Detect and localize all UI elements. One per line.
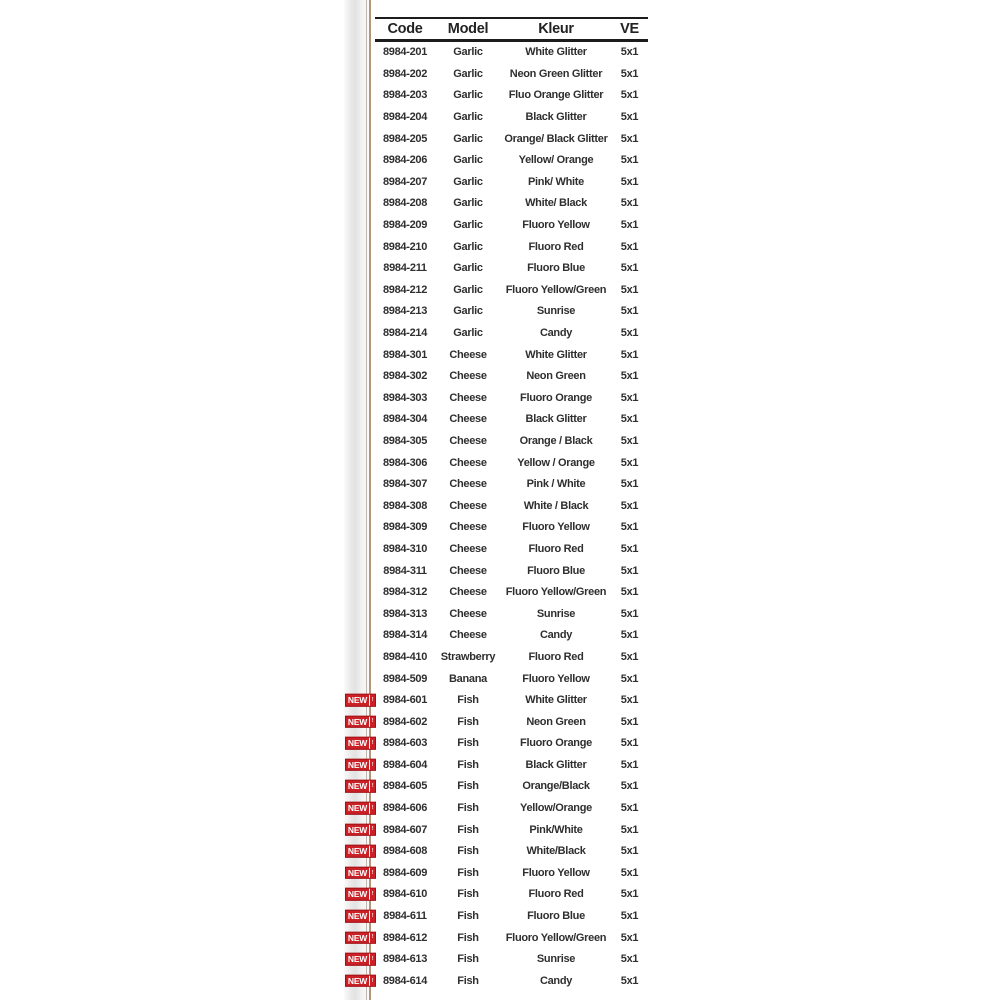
code-cell: 8984-307 (382, 478, 428, 491)
table-row (375, 517, 648, 539)
new-badge (345, 953, 376, 966)
ve-cell: 5x1 (620, 219, 639, 232)
new-badge-label: NEW (347, 802, 368, 813)
code-cell: 8984-410 (382, 650, 428, 663)
ve-cell: 5x1 (620, 67, 639, 80)
ve-cell: 5x1 (620, 672, 639, 685)
new-badge-mark: ! (369, 889, 375, 900)
table-row (375, 63, 648, 85)
ve-cell: 5x1 (620, 586, 639, 599)
model-cell: Garlic (453, 46, 483, 59)
model-cell: Cheese (449, 413, 487, 426)
header-code: Code (387, 21, 423, 37)
code-cell: 8984-208 (382, 197, 428, 210)
ve-cell: 5x1 (620, 434, 639, 447)
kleur-cell: Fluoro Yellow (522, 672, 590, 685)
code-cell: 8984-614 (382, 974, 428, 987)
table-row (347, 797, 648, 819)
model-cell: Fish (457, 737, 479, 750)
model-cell: Cheese (449, 607, 487, 620)
ve-cell: 5x1 (620, 629, 639, 642)
new-badge (345, 888, 376, 901)
model-cell: Cheese (449, 478, 487, 491)
model-cell: Cheese (449, 499, 487, 512)
kleur-cell: White/ Black (525, 197, 587, 210)
model-cell: Fish (457, 953, 479, 966)
new-badge (345, 845, 376, 858)
table-row (375, 193, 648, 215)
model-cell: Garlic (453, 240, 483, 253)
table-row (375, 344, 648, 366)
model-cell: Garlic (453, 111, 483, 124)
model-cell: Garlic (453, 305, 483, 318)
code-cell: 8984-311 (383, 564, 427, 577)
ve-cell: 5x1 (620, 89, 639, 102)
model-cell: Cheese (449, 586, 487, 599)
ve-cell: 5x1 (620, 823, 639, 836)
kleur-cell: White Glitter (525, 348, 587, 361)
ve-cell: 5x1 (620, 154, 639, 167)
table-row (347, 948, 648, 970)
new-badge-label: NEW (347, 953, 368, 964)
code-cell: 8984-204 (382, 111, 428, 124)
ve-cell: 5x1 (620, 391, 639, 404)
new-badge-label: NEW (347, 781, 368, 792)
code-cell: 8984-304 (382, 413, 428, 426)
model-cell: Cheese (449, 370, 487, 383)
model-cell: Fish (457, 845, 479, 858)
header-ve: VE (620, 21, 639, 37)
table-row (375, 128, 648, 150)
code-cell: 8984-602 (382, 715, 428, 728)
model-cell: Garlic (453, 283, 483, 296)
kleur-cell: Candy (539, 327, 573, 340)
table-row (375, 603, 648, 625)
header-model: Model (447, 21, 489, 37)
table-row (375, 279, 648, 301)
model-cell: Cheese (449, 521, 487, 534)
kleur-cell: Pink / White (526, 478, 586, 491)
model-cell: Garlic (453, 219, 483, 232)
ve-cell: 5x1 (620, 715, 639, 728)
new-badge-label: NEW (347, 824, 368, 835)
table-row (347, 754, 648, 776)
table-row (347, 970, 648, 992)
code-cell: 8984-210 (382, 240, 428, 253)
model-cell: Cheese (449, 391, 487, 404)
ve-cell: 5x1 (620, 327, 639, 340)
new-badge-mark: ! (369, 803, 375, 814)
kleur-cell: Yellow / Orange (517, 456, 595, 469)
ve-cell: 5x1 (620, 348, 639, 361)
new-badge-label: NEW (347, 889, 368, 900)
ve-cell: 5x1 (620, 197, 639, 210)
table-row (347, 819, 648, 841)
ve-cell: 5x1 (620, 607, 639, 620)
code-cell: 8984-608 (382, 845, 428, 858)
model-cell: Fish (457, 931, 479, 944)
ve-cell: 5x1 (620, 456, 639, 469)
kleur-cell: Fluoro Red (528, 542, 584, 555)
table-row (375, 42, 648, 64)
code-cell: 8984-613 (382, 953, 428, 966)
new-badge-mark: ! (369, 716, 375, 727)
model-cell: Cheese (449, 456, 487, 469)
new-badge (345, 823, 376, 836)
table-row (375, 560, 648, 582)
table-row (375, 646, 648, 668)
new-badge-mark: ! (369, 932, 375, 943)
ve-cell: 5x1 (620, 521, 639, 534)
code-cell: 8984-306 (382, 456, 428, 469)
table-rows (347, 42, 648, 992)
code-cell: 8984-610 (382, 888, 428, 901)
model-cell: Fish (457, 974, 479, 987)
table-row (347, 711, 648, 733)
kleur-cell: White/Black (526, 845, 586, 858)
ve-cell: 5x1 (620, 758, 639, 771)
code-cell: 8984-203 (382, 89, 428, 102)
kleur-cell: Black Glitter (525, 111, 587, 124)
new-badge-mark: ! (369, 738, 375, 749)
ve-cell: 5x1 (620, 802, 639, 815)
new-badge (345, 780, 376, 793)
table-header-row (375, 19, 648, 39)
table-row (347, 862, 648, 884)
model-cell: Cheese (449, 629, 487, 642)
code-cell: 8984-312 (382, 586, 428, 599)
code-cell: 8984-303 (382, 391, 428, 404)
model-cell: Cheese (449, 564, 487, 577)
new-badge-label: NEW (347, 846, 368, 857)
code-cell: 8984-205 (382, 132, 428, 145)
model-cell: Garlic (453, 67, 483, 80)
code-cell: 8984-301 (382, 348, 428, 361)
table-row (375, 387, 648, 409)
table-row (347, 840, 648, 862)
table-row (347, 776, 648, 798)
new-badge-mark: ! (369, 911, 375, 922)
new-badge-label: NEW (347, 867, 368, 878)
kleur-cell: White Glitter (525, 694, 587, 707)
table-row (375, 106, 648, 128)
new-badge (345, 975, 376, 988)
code-cell: 8984-607 (382, 823, 428, 836)
kleur-cell: Orange / Black (519, 434, 593, 447)
code-cell: 8984-612 (382, 931, 428, 944)
code-cell: 8984-601 (382, 694, 428, 707)
table-row (375, 625, 648, 647)
table-row (375, 257, 648, 279)
table-row (347, 733, 648, 755)
ve-cell: 5x1 (620, 175, 639, 188)
kleur-cell: Pink/ White (528, 175, 584, 188)
ve-cell: 5x1 (620, 974, 639, 987)
model-cell: Fish (457, 823, 479, 836)
model-cell: Garlic (453, 197, 483, 210)
table-row (375, 495, 648, 517)
new-badge-label: NEW (347, 975, 368, 986)
table-row (347, 927, 648, 949)
kleur-cell: Candy (539, 974, 573, 987)
kleur-cell: Fluoro Blue (527, 262, 585, 275)
code-cell: 8984-302 (382, 370, 428, 383)
new-badge (345, 694, 376, 707)
table-row (375, 171, 648, 193)
kleur-cell: Fluoro Orange (520, 737, 592, 750)
model-cell: Fish (457, 866, 479, 879)
kleur-cell: Black Glitter (525, 413, 587, 426)
table-row (375, 149, 648, 171)
new-badge (345, 910, 376, 923)
model-cell: Garlic (453, 154, 483, 167)
ve-cell: 5x1 (620, 305, 639, 318)
table-row (375, 452, 648, 474)
ve-cell: 5x1 (620, 780, 639, 793)
new-badge-label: NEW (347, 759, 368, 770)
code-cell: 8984-313 (382, 607, 428, 620)
new-badge (345, 931, 376, 944)
kleur-cell: Fluoro Blue (527, 564, 585, 577)
ve-cell: 5x1 (620, 564, 639, 577)
model-cell: Garlic (453, 262, 483, 275)
new-badge (345, 737, 376, 750)
table-row (375, 322, 648, 344)
ve-cell: 5x1 (620, 542, 639, 555)
kleur-cell: Fluoro Blue (527, 910, 585, 923)
new-badge-label: NEW (347, 716, 368, 727)
new-badge-label: NEW (347, 932, 368, 943)
ve-cell: 5x1 (620, 262, 639, 275)
new-badge (345, 715, 376, 728)
model-cell: Fish (457, 715, 479, 728)
new-badge (345, 759, 376, 772)
new-badge-mark: ! (369, 976, 375, 987)
model-cell: Garlic (453, 175, 483, 188)
model-cell: Strawberry (440, 650, 496, 663)
ve-cell: 5x1 (620, 931, 639, 944)
ve-cell: 5x1 (620, 132, 639, 145)
ve-cell: 5x1 (620, 888, 639, 901)
ve-cell: 5x1 (620, 953, 639, 966)
kleur-cell: White Glitter (525, 46, 587, 59)
code-cell: 8984-605 (382, 780, 428, 793)
table-row (375, 473, 648, 495)
model-cell: Fish (457, 910, 479, 923)
model-cell: Cheese (449, 542, 487, 555)
kleur-cell: Neon Green Glitter (509, 67, 603, 80)
code-cell: 8984-314 (382, 629, 428, 642)
model-cell: Fish (457, 888, 479, 901)
table-row (375, 430, 648, 452)
table-row (347, 689, 648, 711)
code-cell: 8984-305 (382, 434, 428, 447)
table-row (375, 236, 648, 258)
new-badge-mark: ! (369, 760, 375, 771)
ve-cell: 5x1 (620, 910, 639, 923)
model-cell: Fish (457, 694, 479, 707)
new-badge-label: NEW (347, 910, 368, 921)
table-row (347, 905, 648, 927)
ve-cell: 5x1 (620, 413, 639, 426)
kleur-cell: Fluoro Red (528, 650, 584, 663)
kleur-cell: White / Black (523, 499, 589, 512)
model-cell: Garlic (453, 132, 483, 145)
model-cell: Fish (457, 758, 479, 771)
kleur-cell: Neon Green (526, 370, 586, 383)
kleur-cell: Sunrise (536, 305, 576, 318)
new-badge-label: NEW (347, 694, 368, 705)
new-badge-mark: ! (369, 868, 375, 879)
code-cell: 8984-207 (382, 175, 428, 188)
code-cell: 8984-609 (382, 866, 428, 879)
kleur-cell: Pink/White (529, 823, 583, 836)
model-cell: Garlic (453, 327, 483, 340)
new-badge-label: NEW (347, 738, 368, 749)
kleur-cell: Orange/Black (522, 780, 590, 793)
kleur-cell: Fluo Orange Glitter (508, 89, 604, 102)
model-cell: Fish (457, 802, 479, 815)
code-cell: 8984-606 (382, 802, 428, 815)
product-table (347, 17, 648, 992)
new-badge-mark: ! (369, 846, 375, 857)
code-cell: 8984-212 (382, 283, 428, 296)
ve-cell: 5x1 (620, 650, 639, 663)
new-badge (345, 867, 376, 880)
new-badge-mark: ! (369, 824, 375, 835)
model-cell: Banana (449, 672, 487, 685)
ve-cell: 5x1 (620, 866, 639, 879)
kleur-cell: Fluoro Red (528, 888, 584, 901)
new-badge-mark: ! (369, 781, 375, 792)
kleur-cell: Fluoro Yellow/Green (505, 283, 607, 296)
header-kleur: Kleur (538, 21, 574, 37)
code-cell: 8984-202 (382, 67, 428, 80)
code-cell: 8984-211 (383, 262, 427, 275)
code-cell: 8984-509 (382, 672, 428, 685)
ve-cell: 5x1 (620, 499, 639, 512)
kleur-cell: Fluoro Yellow (522, 219, 590, 232)
ve-cell: 5x1 (620, 283, 639, 296)
code-cell: 8984-309 (382, 521, 428, 534)
kleur-cell: Fluoro Yellow/Green (505, 586, 607, 599)
table-row (375, 214, 648, 236)
kleur-cell: Fluoro Orange (520, 391, 592, 404)
ve-cell: 5x1 (620, 111, 639, 124)
ve-cell: 5x1 (620, 370, 639, 383)
code-cell: 8984-209 (382, 219, 428, 232)
ve-cell: 5x1 (620, 845, 639, 858)
kleur-cell: Yellow/Orange (520, 802, 592, 815)
ve-cell: 5x1 (620, 694, 639, 707)
ve-cell: 5x1 (620, 478, 639, 491)
table-row (375, 301, 648, 323)
ve-cell: 5x1 (620, 240, 639, 253)
table-row (375, 538, 648, 560)
ve-cell: 5x1 (620, 46, 639, 59)
code-cell: 8984-213 (382, 305, 428, 318)
kleur-cell: Fluoro Yellow/Green (505, 931, 607, 944)
kleur-cell: Fluoro Red (528, 240, 584, 253)
model-cell: Fish (457, 780, 479, 793)
new-badge-mark: ! (369, 954, 375, 965)
kleur-cell: Candy (539, 629, 573, 642)
table-row (375, 85, 648, 107)
table-row (347, 884, 648, 906)
model-cell: Garlic (453, 89, 483, 102)
table-row (375, 409, 648, 431)
ve-cell: 5x1 (620, 737, 639, 750)
code-cell: 8984-201 (382, 46, 428, 59)
kleur-cell: Orange/ Black Glitter (504, 132, 608, 145)
model-cell: Cheese (449, 434, 487, 447)
table-row (375, 668, 648, 690)
code-cell: 8984-214 (382, 327, 428, 340)
kleur-cell: Yellow/ Orange (518, 154, 594, 167)
new-badge (345, 802, 376, 815)
kleur-cell: Sunrise (536, 607, 576, 620)
kleur-cell: Neon Green (526, 715, 586, 728)
code-cell: 8984-603 (382, 737, 428, 750)
code-cell: 8984-604 (382, 758, 428, 771)
model-cell: Cheese (449, 348, 487, 361)
table-row (375, 365, 648, 387)
kleur-cell: Sunrise (536, 953, 576, 966)
code-cell: 8984-310 (382, 542, 428, 555)
kleur-cell: Black Glitter (525, 758, 587, 771)
new-badge-mark: ! (369, 695, 375, 706)
kleur-cell: Fluoro Yellow (522, 521, 590, 534)
code-cell: 8984-308 (382, 499, 428, 512)
code-cell: 8984-611 (383, 910, 427, 923)
table-row (375, 581, 648, 603)
kleur-cell: Fluoro Yellow (522, 866, 590, 879)
code-cell: 8984-206 (382, 154, 428, 167)
